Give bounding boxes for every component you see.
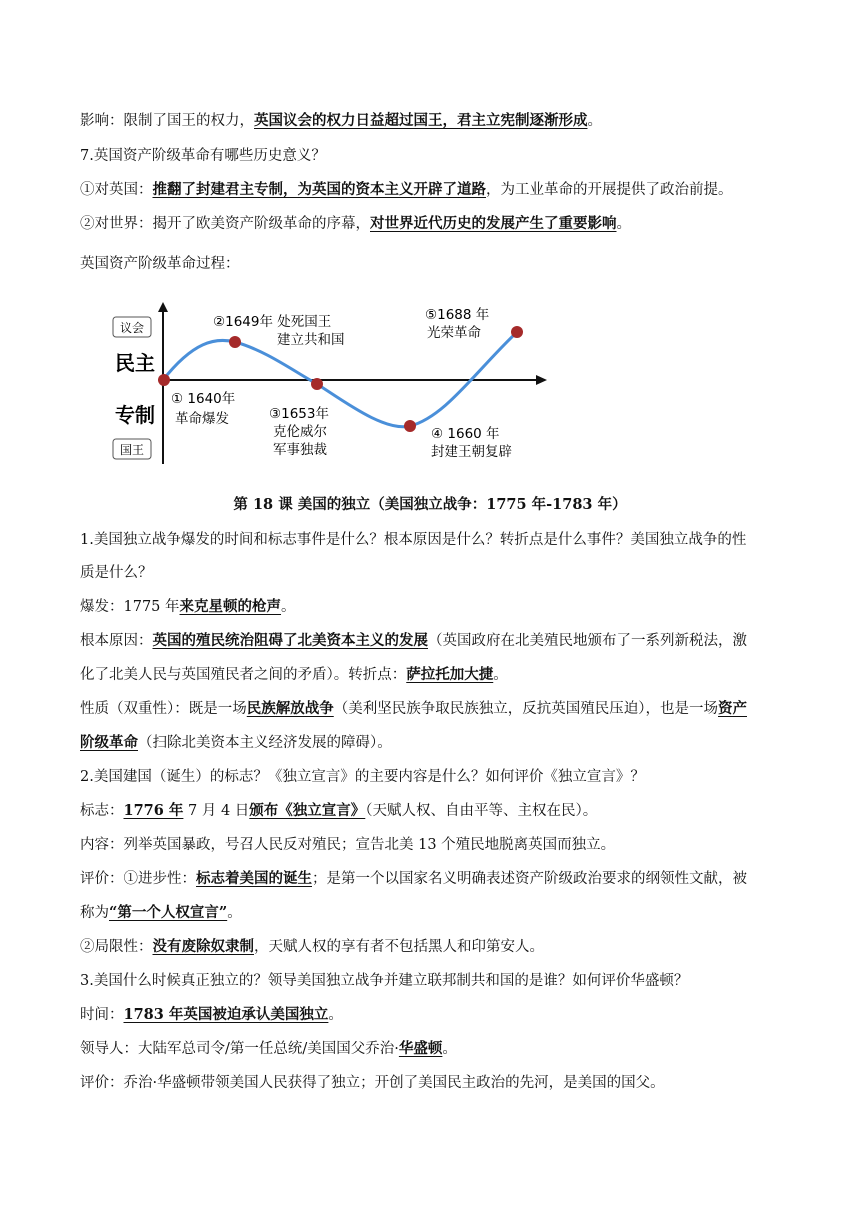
paragraph-evaluation: 评价：①进步性：标志着美国的诞生；是第一个以国家名义明确表述资产阶级政治要求的纲领性文献，被 — [80, 870, 747, 887]
paragraph-limitation: ②局限性：没有废除奴隶制，天赋人权的享有者不包括黑人和印第安人。 — [80, 938, 544, 955]
democracy-label: 民主 — [115, 351, 155, 375]
x-axis-arrow — [536, 375, 547, 385]
event-1649-line2: 建立共和国 — [277, 332, 345, 348]
event-1660-line2: 封建王朝复辟 — [431, 444, 512, 460]
question-3: 3.美国什么时候真正独立的？领导美国独立战争并建立联邦制共和国的是谁？如何评价华盛顿？ — [80, 973, 689, 989]
paragraph-evaluation-cont: 称为“第一个人权宣言”。 — [80, 904, 242, 921]
event-dot-1660 — [404, 420, 416, 432]
event-1688-line2: 光荣革命 — [427, 325, 481, 341]
revolution-process-diagram — [105, 292, 565, 472]
question-1-line1: 1.美国独立战争爆发的时间和标志事件是什么？根本原因是什么？转折点是什么事件？美国独立战争的性 — [80, 532, 747, 548]
event-dot-1688 — [511, 326, 523, 338]
paragraph-significance-britain: ①对英国：推翻了封建君主专制，为英国的资本主义开辟了道路，为工业革命的开展提供了政治前提。 — [80, 181, 733, 198]
y-axis-arrow — [158, 302, 168, 312]
paragraph-nature-cont: 阶级革命（扫除北美资本主义经济发展的障碍）。 — [80, 734, 392, 751]
paragraph-outbreak: 爆发：1775 年来克星顿的枪声。 — [80, 598, 296, 615]
event-1660-line1: ④ 1660 年 — [431, 426, 500, 442]
king-label: 国王 — [119, 443, 145, 457]
lesson-title: 第 18 课 美国的独立（美国独立战争：1775 年-1783 年） — [233, 496, 627, 513]
event-dot-1649 — [229, 336, 241, 348]
event-1640-line1: ① 1640年 — [171, 391, 236, 407]
paragraph-content: 内容：列举英国暴政，号召人民反对殖民；宣告北美 13 个殖民地脱离英国而独立。 — [80, 837, 616, 853]
event-1653-line3: 军事独裁 — [273, 442, 327, 458]
paragraph-turning-point: 化了北美人民与英国殖民者之间的矛盾）。转折点：萨拉托加大捷。 — [80, 666, 508, 683]
question-2: 2.美国建国（诞生）的标志？《独立宣言》的主要内容是什么？如何评价《独立宣言》？ — [80, 769, 645, 785]
diagram-caption: 英国资产阶级革命过程： — [80, 256, 240, 272]
parliament-label: 议会 — [119, 321, 145, 335]
event-1688-line1: ⑤1688 年 — [425, 307, 490, 323]
event-dot-1653 — [311, 378, 323, 390]
event-1649-line1: ②1649年 处死国王 — [213, 314, 332, 330]
paragraph-root-cause: 根本原因：英国的殖民统治阻碍了北美资本主义的发展（英国政府在北美殖民地颁布了一系列新税法，激 — [80, 632, 747, 649]
paragraph-significance-world: ②对世界：揭开了欧美资产阶级革命的序幕，对世界近代历史的发展产生了重要影响。 — [80, 215, 631, 232]
event-1653-line2: 克伦威尔 — [273, 424, 327, 440]
question-7: 7.英国资产阶级革命有哪些历史意义？ — [80, 148, 326, 164]
event-1653-line1: ③1653年 — [269, 406, 329, 422]
autocracy-label: 专制 — [115, 403, 155, 427]
paragraph-washington-evaluation: 评价：乔治·华盛顿带领美国人民获得了独立；开创了美国民主政治的先河，是美国的国父。 — [80, 1075, 665, 1091]
paragraph-influence: 影响：限制了国王的权力，英国议会的权力日益超过国王，君主立宪制逐渐形成。 — [80, 112, 602, 129]
event-1640-line2: 革命爆发 — [175, 411, 229, 427]
question-1-line2: 质是什么？ — [80, 565, 153, 581]
paragraph-independence-time: 时间：1783 年英国被迫承认美国独立。 — [80, 1006, 343, 1023]
paragraph-leader: 领导人：大陆军总司令/第一任总统/美国国父乔治·华盛顿。 — [80, 1040, 457, 1057]
paragraph-founding-sign: 标志：1776 年 7 月 4 日颁布《独立宣言》（天赋人权、自由平等、主权在民）。 — [80, 802, 598, 819]
paragraph-nature: 性质（双重性）：既是一场民族解放战争（美利坚民族争取民族独立，反抗英国殖民压迫），也是一场资产 — [80, 700, 747, 717]
event-dot-1640 — [158, 374, 170, 386]
